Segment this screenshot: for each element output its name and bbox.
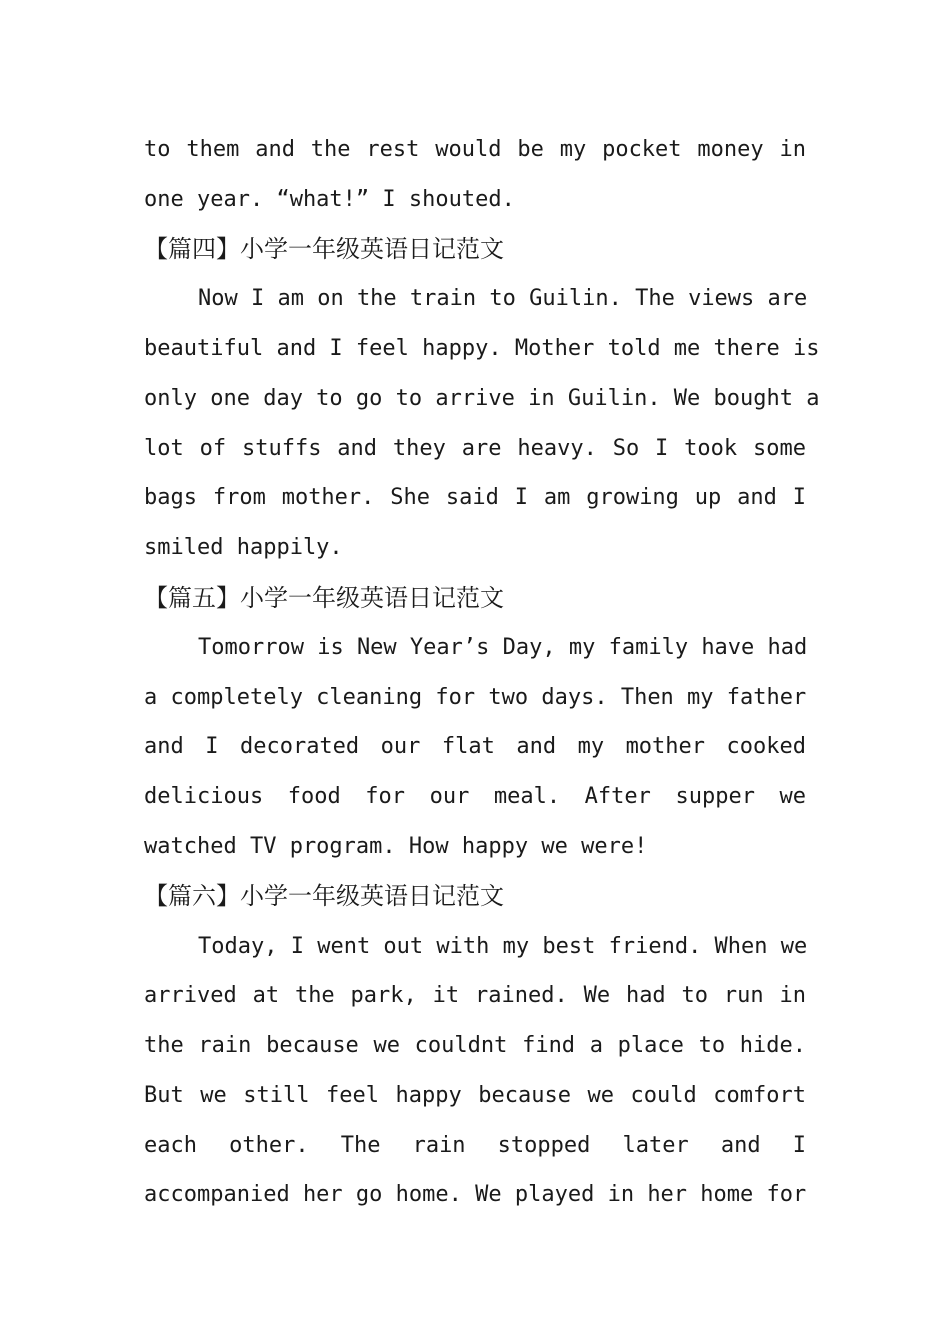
section-5-line-4: delicious food for our meal. After supper we <box>144 784 806 809</box>
section-5-line-1: Tomorrow is New Year’s Day, my family have had <box>198 635 808 660</box>
section-4-line-5: bags from mother. She said I am growing up and I <box>144 485 806 510</box>
section-heading-6: 【篇六】小学一年级英语日记范文 <box>144 882 504 910</box>
section-heading-5: 【篇五】小学一年级英语日记范文 <box>144 584 504 612</box>
section-5-line-3: and I decorated our flat and my mother cooked <box>144 734 806 759</box>
intro-line-1: to them and the rest would be my pocket money in <box>144 137 806 162</box>
section-5-line-2: a completely cleaning for two days. Then my father <box>144 685 807 710</box>
section-4-line-3: only one day to go to arrive in Guilin. We bought a <box>144 386 820 411</box>
section-4-line-4: lot of stuffs and they are heavy. So I took some <box>144 436 806 461</box>
section-6-line-1: Today, I went out with my best friend. When we <box>198 934 808 959</box>
section-6-line-2: arrived at the park, it rained. We had to run in <box>144 983 806 1008</box>
section-heading-4: 【篇四】小学一年级英语日记范文 <box>144 235 504 263</box>
section-6-line-4: But we still feel happy because we could comfort <box>144 1083 806 1108</box>
section-6-line-5: each other. The rain stopped later and I <box>144 1133 806 1158</box>
intro-line-2: one year. “what!” I shouted. <box>144 187 515 212</box>
section-4-line-2: beautiful and I feel happy. Mother told me there is <box>144 336 820 361</box>
section-4-line-1: Now I am on the train to Guilin. The views are <box>198 286 808 311</box>
section-6-line-6: accompanied her go home. We played in her home for <box>144 1182 807 1207</box>
section-6-line-3: the rain because we couldnt find a place to hide. <box>144 1033 806 1058</box>
section-4-line-6: smiled happily. <box>144 535 343 560</box>
section-5-line-5: watched TV program. How happy we were! <box>144 834 648 859</box>
